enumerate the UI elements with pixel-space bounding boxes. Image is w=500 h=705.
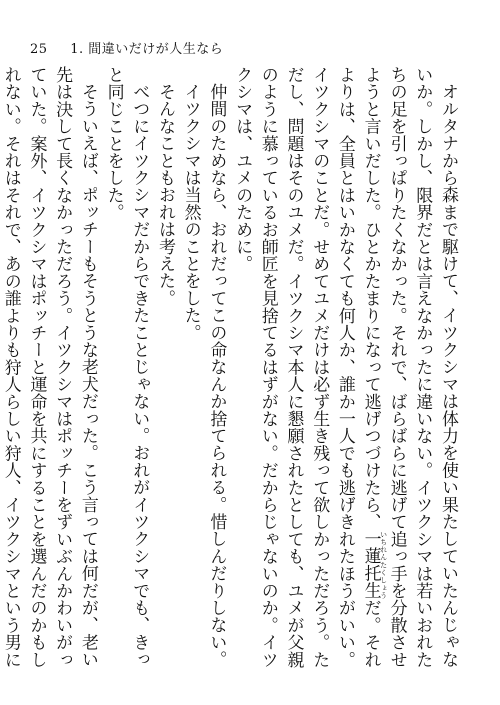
chapter-title: 1. 間違いだけが人生なら <box>70 42 224 57</box>
paragraph: そんなこともおれは考えた。 <box>154 83 175 307</box>
page-header <box>30 38 223 57</box>
ruby-word: 一蓮托生 いちれんたくしょう <box>360 530 388 600</box>
ruby-reading: いちれんたくしょう <box>379 530 388 600</box>
paragraph: イツクシマは当然のことをした。 <box>180 83 201 341</box>
paragraph: 仲間のためなら、おれだってこの命なんか捨てられる。惜しんだりしない。 <box>206 83 227 668</box>
vertical-body-text <box>0 66 460 681</box>
paragraph: べつにイツクシマだからできたことじゃない。おれがイツクシマでも、きっと同じことをした。 <box>103 66 150 668</box>
paragraph: オルタナから森まで駆けて、イツクシマは体力を使い果たしていたんじゃないか。しかし、限界だとは言えなかったに違いない。イツクシマは若いおれたちの足を引っぱりたくなかった。それで、ばらばらに逃げて追っ手を分散させようと言いだした。ひとかたまりになって逃げつづけたら、一蓮托生 いちれんたくしょうだ。それよりは、全員とはいかなくても何人か、誰か一人でも逃げきれたほうがいい。イツクシマのことだ。せめてユメだけは必ず生き残って欲しかっただろう。ただし、問題はそのユメだ。イツクシマ本人に懇願されたとしても、ユメが父親のように慕っているお師匠を見捨てるはずがない。だからじゃないのか。イツクシマは、ユメのために。 <box>232 66 458 669</box>
page-number: 25 <box>30 42 48 57</box>
paragraph: そういえば、ポッチーもそうとうな老犬だった。こう言っては何だが、老い先は決して長くなかっただろう。イツクシマはポッチーをずいぶんかわいがっていた。案外、イツクシマはポッチーと運命を共にすることを選んだのかもしれない。それはそれで、あの誰よりも狩人らしい狩人、イツクシマという男に <box>0 66 98 668</box>
